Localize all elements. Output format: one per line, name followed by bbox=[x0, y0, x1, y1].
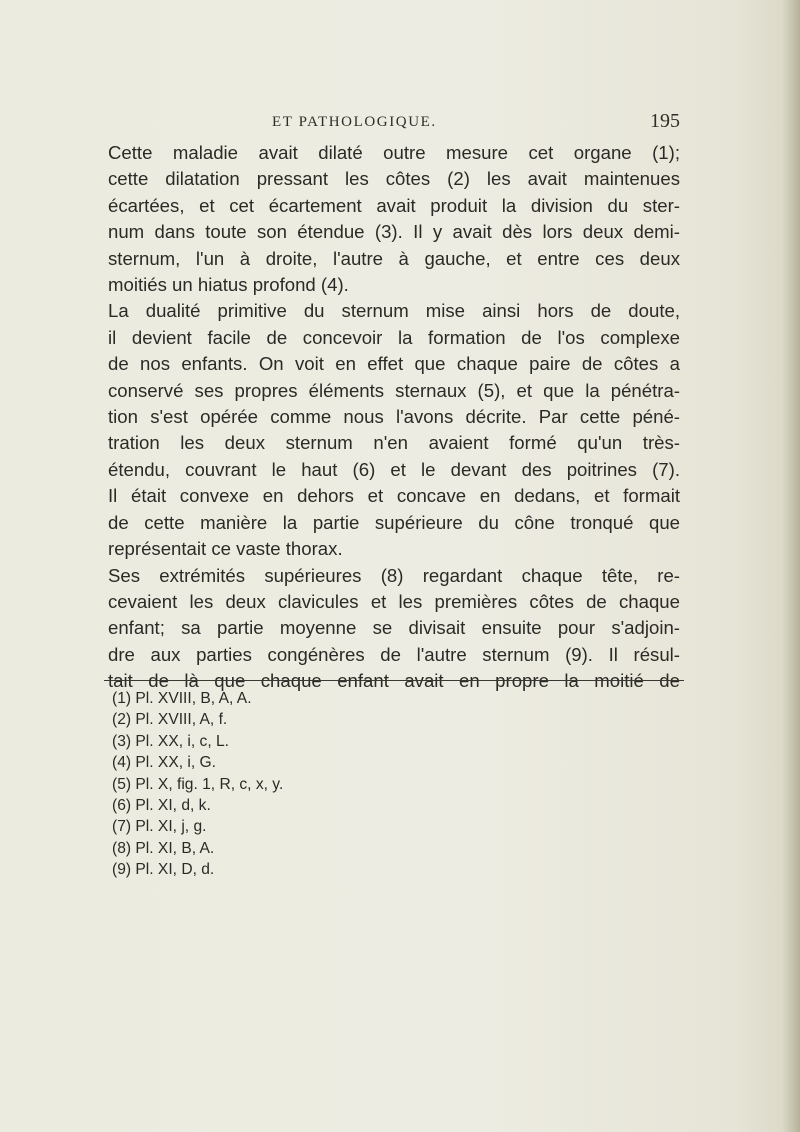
footnote: (6) Pl. XI, d, k. bbox=[112, 797, 211, 815]
text-line: num dans toute son étendue (3). Il y avait dès lors deux demi- bbox=[108, 221, 680, 243]
page-header bbox=[100, 110, 680, 138]
text-line: moitiés un hiatus profond (4). bbox=[108, 274, 349, 296]
text-line: conservé ses propres éléments sternaux (5), et que la pénétra- bbox=[108, 379, 680, 401]
footnote: (5) Pl. X, fig. 1, R, c, x, y. bbox=[112, 775, 284, 793]
page-number: 195 bbox=[650, 110, 680, 132]
footnote: (9) Pl. XI, D, d. bbox=[112, 861, 215, 879]
footnote: (1) Pl. XVIII, B, A, A. bbox=[112, 690, 252, 707]
footnote: (2) Pl. XVIII, A, f. bbox=[112, 711, 228, 729]
footnote: (4) Pl. XX, i, G. bbox=[112, 754, 216, 772]
text-line: cevaient les deux clavicules et les premières côtes de chaque bbox=[108, 590, 680, 612]
text-line: de nos enfants. On voit en effet que chaque paire de côtes a bbox=[108, 353, 680, 375]
text-line: enfant; sa partie moyenne se divisait ensuite pour s'adjoin- bbox=[108, 617, 680, 639]
footnote: (3) Pl. XX, i, c, L. bbox=[112, 732, 229, 750]
running-head: ET PATHOLOGIQUE. bbox=[272, 114, 437, 130]
body-text bbox=[108, 140, 680, 695]
footnote: (8) Pl. XI, B, A. bbox=[112, 839, 215, 857]
text-line: étendu, couvrant le haut (6) et le devant des poitrines (7). bbox=[108, 458, 680, 480]
page-edge-shadow bbox=[782, 0, 800, 1132]
text-line: dre aux parties congénères de l'autre sternum (9). Il résul- bbox=[108, 643, 680, 665]
text-line: La dualité primitive du sternum mise ainsi hors de doute, bbox=[108, 300, 680, 322]
footnote: (7) Pl. XI, j, g. bbox=[112, 818, 207, 836]
text-line: tion s'est opérée comme nous l'avons décrite. Par cette péné- bbox=[108, 406, 680, 428]
text-line: Il était convexe en dehors et concave en dedans, et formait bbox=[108, 485, 680, 507]
footnotes bbox=[112, 688, 672, 881]
text-line: il devient facile de concevoir la formation de l'os complexe bbox=[108, 326, 680, 348]
text-line: Ses extrémités supérieures (8) regardant chaque tête, re- bbox=[108, 564, 680, 586]
text-line: écartées, et cet écartement avait produit la division du ster- bbox=[108, 194, 680, 216]
text-line: sternum, l'un à droite, l'autre à gauche, et entre ces deux bbox=[108, 247, 680, 269]
text-line: cette dilatation pressant les côtes (2) les avait maintenues bbox=[108, 168, 680, 190]
footnote-divider bbox=[104, 680, 684, 681]
text-line: de cette manière la partie supérieure du cône tronqué que bbox=[108, 511, 680, 533]
text-line: représentait ce vaste thorax. bbox=[108, 538, 343, 560]
text-line: Cette maladie avait dilaté outre mesure cet organe (1); bbox=[108, 142, 680, 163]
text-line: tait de là que chaque enfant avait en propre la moitié de bbox=[108, 670, 680, 692]
text-line: tration les deux sternum n'en avaient formé qu'un très- bbox=[108, 432, 680, 454]
